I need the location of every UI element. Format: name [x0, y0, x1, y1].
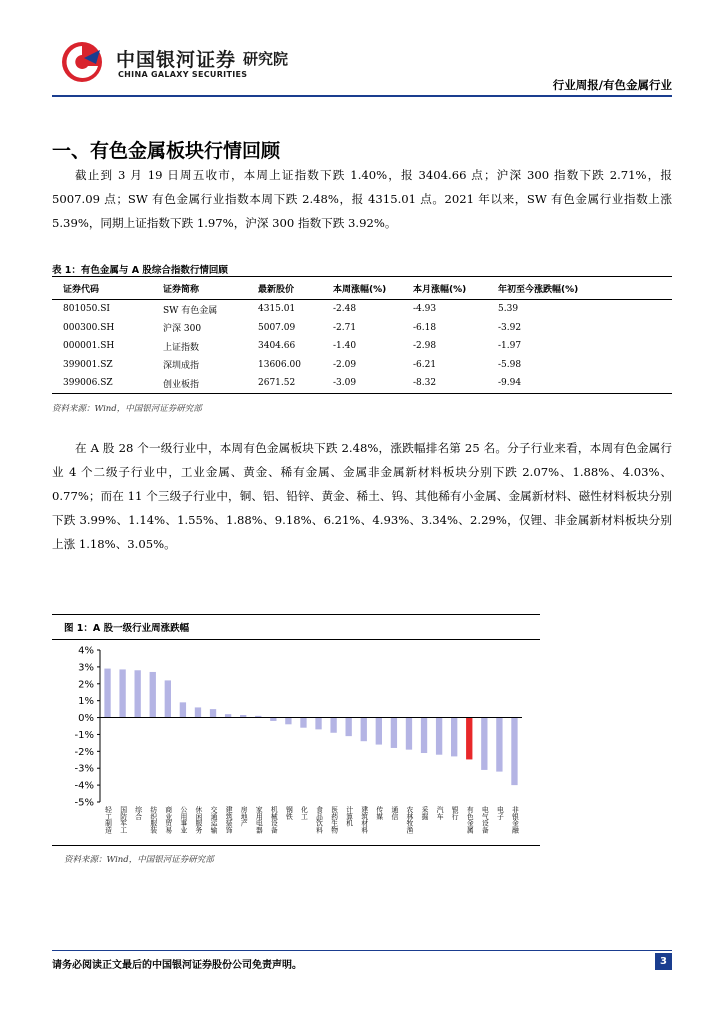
bar: [421, 718, 427, 753]
x-category-label: 建筑材料: [359, 806, 368, 834]
bar: [300, 718, 306, 728]
x-category-label: 银行: [450, 806, 459, 820]
table-cell: 399001.SZ: [63, 359, 113, 370]
table-cell: 5.39: [498, 304, 519, 315]
figure-source: 资料来源：Wind，中国银河证券研究部: [64, 855, 214, 865]
table-cell: -2.71: [333, 322, 357, 333]
header-divider: [52, 95, 672, 97]
bar: [180, 702, 186, 717]
x-category-label: 纺织服装: [148, 806, 157, 834]
galaxy-logo-icon: [60, 40, 104, 84]
footer-disclaimer: 请务必阅读正文最后的中国银河证券股份公司免责声明。: [52, 960, 302, 971]
table-cell: 深圳成指: [163, 361, 200, 372]
x-category-label: 医药生物: [329, 806, 338, 834]
y-tick-label: -2%: [74, 746, 94, 758]
table-row: [52, 300, 672, 319]
logo-chinese-name: 中国银河证券: [116, 49, 237, 71]
table-cell: -8.32: [402, 374, 487, 393]
table-cell: -2.48: [333, 304, 357, 315]
x-category-label: 有色金属: [465, 806, 474, 834]
company-logo: [60, 40, 300, 85]
table-header-cell: 证券代码: [52, 277, 152, 300]
bar: [285, 718, 291, 725]
paragraph-market-review: 截止到 3 月 19 日周五收市，本周上证指数下跌 1.40%，报 3404.66 点；沪深 300 指数下跌 2.71%，报 5007.09 点；SW 有色金属行业指数本周下跌 2.48%，报 4315.01 点。2021 年以来，SW 有色金属行业指数上涨 5.39%，同期上证指数下跌 1.97%，沪深 300 指数下跌 3.92%。: [52, 168, 672, 230]
table-caption: 表 1：有色金属与 A 股综合指数行情回顾: [52, 265, 228, 276]
logo-english-name: CHINA GALAXY SECURITIES: [118, 70, 248, 79]
paragraph-industry-analysis: 在 A 股 28 个一级行业中，本周有色金属板块下跌 2.48%，涨跌幅排名第 25 名。分子行业来看，本周有色金属行业 4 个二级子行业中，工业金属、黄金、稀有金属、金属非金属新材料板块分别下跌 2.07%、1.88%、4.03%、0.77%；而在 11 个三级子行业中，铜、铝、铅锌、黄金、稀土、钨、其他稀有小金属、金属新材料、磁性材料板块分别下跌 3.99%、1.14%、1.55%、1.88%、9.18%、6.21%、4.93%、3.34%、2.29%，仅锂、非金属新材料板块分别上涨 1.18%、3.05%。: [52, 441, 672, 551]
y-tick-label: 3%: [78, 662, 94, 674]
table-cell: 000300.SH: [63, 322, 115, 333]
bar: [104, 669, 110, 718]
table-cell: SW 有色金属: [163, 305, 218, 316]
table-row: [52, 319, 672, 338]
table-cell: 3404.66: [258, 341, 296, 352]
bar: [315, 718, 321, 730]
figure-bottom-rule: [52, 845, 540, 846]
table-cell: -6.18: [413, 322, 437, 333]
table-cell: 399006.SZ: [52, 374, 152, 393]
table-cell: -3.92: [498, 322, 522, 333]
x-category-label: 采掘: [420, 806, 429, 820]
bar: [391, 718, 397, 748]
bar: [210, 709, 216, 717]
table-cell: 创业板指: [152, 374, 247, 393]
x-category-label: 食品饮料: [314, 806, 323, 834]
bar: [330, 718, 336, 733]
table-source: 资料来源：Wind，中国银河证券研究部: [52, 404, 202, 414]
x-category-label: 传媒: [374, 806, 383, 820]
bar: [195, 707, 201, 717]
x-category-label: 计算机: [344, 806, 353, 827]
table-row: [52, 356, 672, 375]
bar: [376, 718, 382, 745]
table-cell: -5.98: [498, 359, 522, 370]
y-tick-label: -5%: [74, 797, 94, 809]
x-category-label: 电气设备: [480, 806, 489, 834]
table-cell: -4.93: [413, 304, 437, 315]
bar: [361, 718, 367, 742]
bar: [150, 672, 156, 718]
table-cell: -3.09: [322, 374, 402, 393]
table-header-cell: 本周涨幅(%): [322, 277, 402, 300]
table-cell: -6.21: [413, 359, 437, 370]
x-category-label: 非银金融: [510, 806, 519, 834]
industry-weekly-change-chart: [52, 642, 532, 842]
bar: [496, 718, 502, 772]
y-tick-label: -4%: [74, 780, 94, 792]
bar: [270, 718, 276, 721]
table-row: [52, 337, 672, 356]
x-category-label: 通信: [389, 806, 398, 820]
table-header-cell: 证券简称: [152, 277, 247, 300]
section-title: 一、有色金属板块行情回顾: [52, 140, 281, 162]
bar: [466, 718, 472, 760]
y-tick-label: 1%: [78, 696, 94, 708]
figure-caption: 图 1：A 股一级行业周涨跌幅: [64, 623, 190, 634]
y-tick-label: -3%: [74, 763, 94, 775]
table-row: [52, 374, 672, 393]
y-tick-label: 2%: [78, 679, 94, 691]
table-header-row: [52, 277, 672, 300]
bar: [436, 718, 442, 755]
table-header-cell: 年初至今涨跌幅(%): [487, 277, 672, 300]
table-cell: 上证指数: [163, 342, 200, 353]
logo-department: 研究院: [243, 50, 289, 68]
x-category-label: 交通运输: [209, 806, 218, 834]
table-cell: 沪深 300: [163, 324, 202, 335]
bar: [135, 670, 141, 717]
x-category-label: 轻工制造: [103, 806, 112, 834]
bar: [165, 680, 171, 717]
x-category-label: 汽车: [435, 806, 444, 820]
table-cell: 2671.52: [247, 374, 322, 393]
table-header-cell: 最新股价: [247, 277, 322, 300]
x-category-label: 化工: [299, 806, 308, 820]
x-category-label: 家用电器: [254, 806, 263, 834]
x-category-label: 国防军工: [118, 806, 127, 834]
bar: [225, 714, 231, 717]
x-category-label: 综合: [133, 806, 142, 820]
page-number: 3: [655, 953, 672, 970]
y-tick-label: 4%: [78, 645, 94, 657]
table-cell: -9.94: [487, 374, 672, 393]
index-review-table: [52, 276, 672, 394]
table-cell: -1.97: [498, 341, 522, 352]
table-cell: 5007.09: [258, 322, 296, 333]
table-cell: 4315.01: [258, 304, 296, 315]
bar: [511, 718, 517, 786]
table-cell: -2.98: [413, 341, 437, 352]
figure-caption-bar: [52, 614, 540, 640]
bar: [346, 718, 352, 737]
x-category-label: 休闲服务: [193, 806, 202, 834]
report-type: 行业周报/有色金属行业: [552, 78, 672, 92]
y-tick-label: 0%: [78, 713, 94, 725]
table-cell: -2.09: [333, 359, 357, 370]
x-category-label: 农林牧渔: [404, 806, 413, 834]
x-category-label: 电子: [495, 806, 504, 820]
bar: [406, 718, 412, 750]
table-cell: 13606.00: [258, 359, 301, 370]
x-category-label: 机械设备: [269, 806, 278, 834]
footer-divider: [52, 950, 672, 951]
x-category-label: 房地产: [239, 806, 248, 827]
table-header-cell: 本月涨幅(%): [402, 277, 487, 300]
table-cell: -1.40: [333, 341, 357, 352]
table-cell: 000001.SH: [63, 341, 115, 352]
x-category-label: 建筑装饰: [224, 806, 233, 834]
bar: [481, 718, 487, 770]
x-category-label: 钢铁: [284, 806, 293, 820]
x-category-label: 公用事业: [178, 806, 187, 834]
bar: [119, 669, 125, 717]
y-tick-label: -1%: [74, 729, 94, 741]
table-cell: 801050.SI: [63, 304, 110, 315]
bar: [451, 718, 457, 757]
x-category-label: 商业贸易: [163, 806, 172, 834]
